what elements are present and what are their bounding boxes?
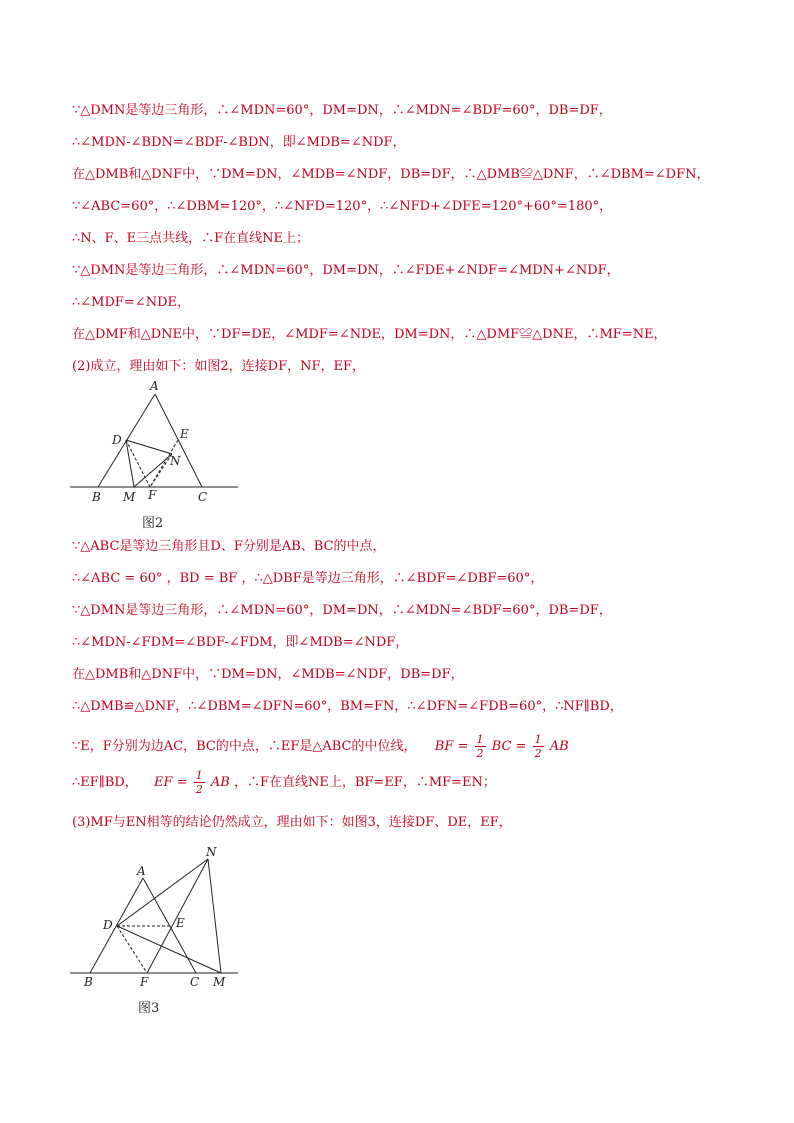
eq1-lhs: BF =	[434, 739, 469, 754]
part2-line-7	[72, 732, 762, 762]
proof-line-2: ∴∠MDN-∠BDN=∠BDF-∠BDN，即∠MDB=∠NDF，	[72, 135, 406, 150]
part2-line-1: ∵△ABC是等边三角形且D、F分别是AB、BC的中点，	[72, 539, 386, 554]
fig2-label-m: M	[123, 490, 136, 504]
eq1-fraction-1: $\frac{1}{2}$	[476, 733, 484, 760]
eq2-rhs: AB	[210, 775, 230, 790]
fig3-label-f: F	[140, 975, 149, 989]
fig3-label-c: C	[190, 975, 200, 989]
proof-line-3: 在△DMB和△DNF中，∵DM=DN，∠MDB=∠NDF，DB=DF，∴△DMB≌△DNF，∴∠DBM=∠DFN，	[72, 167, 710, 182]
fig3-label-m: M	[213, 975, 226, 989]
proof-line-4: ∵∠ABC=60°，∴∠DBM=120°，∴∠NFD=120°，∴∠NFD+∠DFE=120°+60°=180°，	[72, 199, 613, 214]
part2-line-8-text: ∴EF∥BD，	[72, 775, 138, 790]
fig2-label-a: A	[150, 379, 159, 393]
figure-3	[70, 845, 245, 994]
figure-2-caption: 图2	[142, 516, 164, 531]
part2-line-2: ∴∠ABC = 60° ，BD = BF ，∴△DBF是等边三角形，∴∠BDF=∠DBF=60°，	[72, 571, 544, 586]
fig2-label-f: F	[148, 488, 157, 502]
fig3-label-d: D	[103, 918, 113, 932]
eq2-fraction: $\frac{1}{2}$	[195, 769, 203, 796]
figure-3-diagram	[70, 845, 245, 990]
proof-line-8: 在△DMF和△DNE中，∵DF=DE，∠MDF=∠NDE，DM=DN，∴△DMF≌△DNE，∴MF=NE，	[72, 327, 667, 342]
part2-line-3: ∵△DMN是等边三角形，∴∠MDN=60°，DM=DN，∴∠MDN=∠BDF=60°，DB=DF，	[72, 603, 612, 618]
part2-heading: (2)成立，理由如下：如图2，连接DF，NF，EF，	[72, 359, 366, 374]
part2-line-5: 在△DMB和△DNF中，∵DM=DN，∠MDB=∠NDF，DB=DF，	[72, 667, 464, 682]
fig2-label-d: D	[112, 433, 122, 447]
fig2-label-e: E	[180, 427, 189, 441]
figure-2	[70, 378, 245, 514]
eq1-fraction-2: $\frac{1}{2}$	[534, 733, 542, 760]
fig3-label-b: B	[84, 975, 93, 989]
figure-3-caption: 图3	[138, 1001, 160, 1016]
fig3-label-n: N	[206, 845, 217, 859]
fig2-label-c: C	[198, 490, 208, 504]
part2-line-7-text: ∵E，F分别为边AC，BC的中点，∴EF是△ABC的中位线，	[72, 739, 417, 754]
figure-2-diagram	[70, 378, 245, 510]
proof-line-5: ∴N、F、E三点共线，∴F在直线NE上；	[72, 231, 310, 246]
eq1-rhs: AB	[549, 739, 569, 754]
part2-line-4: ∴∠MDN-∠FDM=∠BDF-∠FDM，即∠MDB=∠NDF，	[72, 635, 409, 650]
eq2-tail: ，∴F在直线NE上，BF=EF，∴MF=EN；	[233, 775, 496, 790]
eq2-lhs: EF =	[154, 775, 188, 790]
proof-line-7: ∴∠MDF=∠NDE，	[72, 295, 190, 310]
proof-line-6: ∵△DMN是等边三角形，∴∠MDN=60°，DM=DN，∴∠FDE+∠NDF=∠MDN+∠NDF，	[72, 263, 620, 278]
part3-heading: (3)MF与EN相等的结论仍然成立，理由如下：如图3，连接DF、DE，EF，	[72, 815, 512, 830]
part2-line-6: ∴△DMB≌△DNF，∴∠DBM=∠DFN=60°，BM=FN，∴∠DFN=∠FDB=60°，∴NF∥BD，	[72, 699, 623, 714]
fig3-label-a: A	[137, 864, 146, 878]
fig2-label-n: N	[170, 454, 181, 468]
eq1-mid: BC =	[491, 739, 527, 754]
fig2-label-b: B	[92, 490, 101, 504]
part2-line-8	[72, 768, 762, 798]
proof-line-1: ∵△DMN是等边三角形，∴∠MDN=60°，DM=DN，∴∠MDN=∠BDF=60°，DB=DF，	[72, 103, 612, 118]
fig3-label-e: E	[176, 916, 185, 930]
